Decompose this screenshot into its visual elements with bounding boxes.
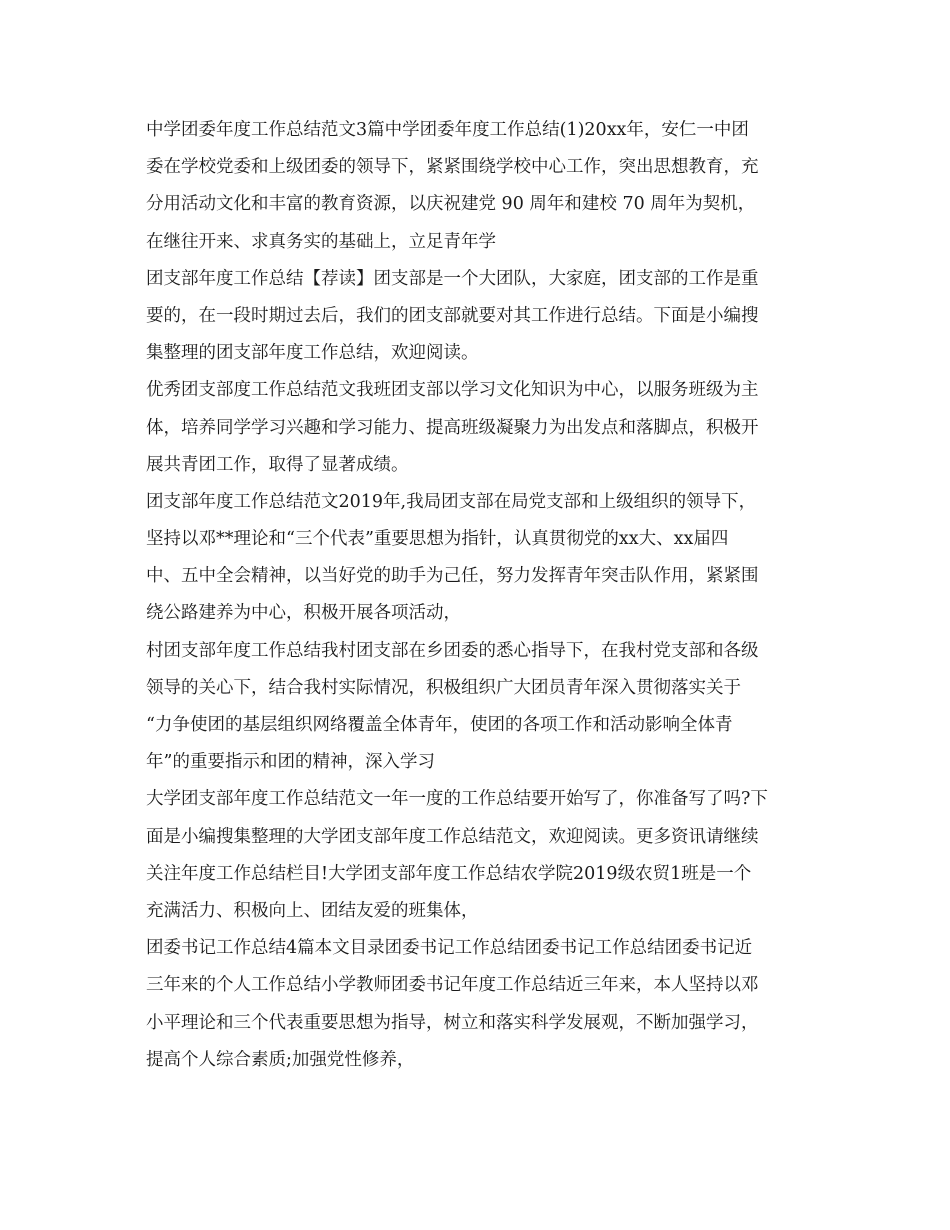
text-line: 大学团支部年度工作总结范文一年一度的工作总结要开始写了，你准备写了吗?下 [146, 789, 768, 810]
text-line: 关注年度工作总结栏目!大学团支部年度工作总结农学院2019级农贸1班是一个 [146, 863, 752, 884]
text-line: 展共青团工作，取得了显著成绩。 [146, 454, 409, 475]
text-line: 领导的关心下，结合我村实际情况，积极组织广大团员青年深入贯彻落实关于 [146, 677, 741, 698]
paragraph-league-branch-summary [146, 261, 811, 373]
text-line: 绕公路建养为中心，积极开展各项活动， [146, 603, 461, 624]
text-line: 提高个人综合素质;加强党性修养， [146, 1049, 415, 1070]
text-line: 三年来的个人工作总结小学教师团委书记年度工作总结近三年来，本人坚持以邓 [146, 975, 759, 996]
paragraph-village-branch-summary [146, 633, 811, 782]
text-line: 团支部年度工作总结【荐读】团支部是一个大团队，大家庭，团支部的工作是重 [146, 268, 759, 289]
text-line: 年”的重要指示和团的精神，深入学习 [146, 752, 435, 773]
paragraph-excellent-branch-summary [146, 372, 811, 484]
paragraph-middle-school-league-summary [146, 112, 811, 261]
text-line: 充满活力、积极向上、团结友爱的班集体， [146, 900, 479, 921]
text-line: 中学团委年度工作总结范文3篇中学团委年度工作总结(1)20xx年，安仁一中团 [146, 120, 749, 140]
text-line: 坚持以邓**理论和“三个代表”重要思想为指针，认真贯彻党的xx大、xx届四 [146, 529, 729, 550]
text-line: 分用活动文化和丰富的教育资源，以庆祝建党 90 周年和建校 70 周年为契机， [146, 194, 756, 215]
text-line: 优秀团支部度工作总结范文我班团支部以学习文化知识为中心，以服务班级为主 [146, 380, 759, 401]
text-line: 村团支部年度工作总结我村团支部在乡团委的悉心指导下，在我村党支部和各级 [146, 640, 759, 661]
text-line: 中、五中全会精神，以当好党的助手为己任，努力发挥青年突击队作用，紧紧围 [146, 566, 759, 587]
text-line: 面是小编搜集整理的大学团支部年度工作总结范文，欢迎阅读。更多资讯请继续 [146, 826, 759, 847]
text-line: 在继往开来、求真务实的基础上，立足青年学 [146, 231, 496, 252]
document-body [146, 112, 811, 1079]
text-line: 要的，在一段时期过去后，我们的团支部就要对其工作进行总结。下面是小编搜 [146, 305, 759, 326]
text-line: 委在学校党委和上级团委的领导下，紧紧围绕学校中心工作，突出思想教育，充 [146, 157, 759, 178]
text-line: 团支部年度工作总结范文2019年,我局团支部在局党支部和上级组织的领导下， [146, 491, 757, 512]
paragraph-university-branch-summary [146, 781, 811, 930]
text-line: 体，培养同学学习兴趣和学习能力、提高班级凝聚力为出发点和落脚点，积极开 [146, 417, 759, 438]
text-line: 小平理论和三个代表重要思想为指导，树立和落实科学发展观，不断加强学习， [146, 1012, 759, 1033]
text-line: “力争使团的基层组织网络覆盖全体青年，使团的各项工作和活动影响全体青 [146, 715, 733, 735]
paragraph-bureau-branch-2019 [146, 484, 811, 633]
text-line: 集整理的团支部年度工作总结，欢迎阅读。 [146, 343, 479, 364]
paragraph-league-secretary-summary [146, 930, 811, 1079]
text-line: 团委书记工作总结4篇本文目录团委书记工作总结团委书记工作总结团委书记近 [146, 938, 753, 959]
